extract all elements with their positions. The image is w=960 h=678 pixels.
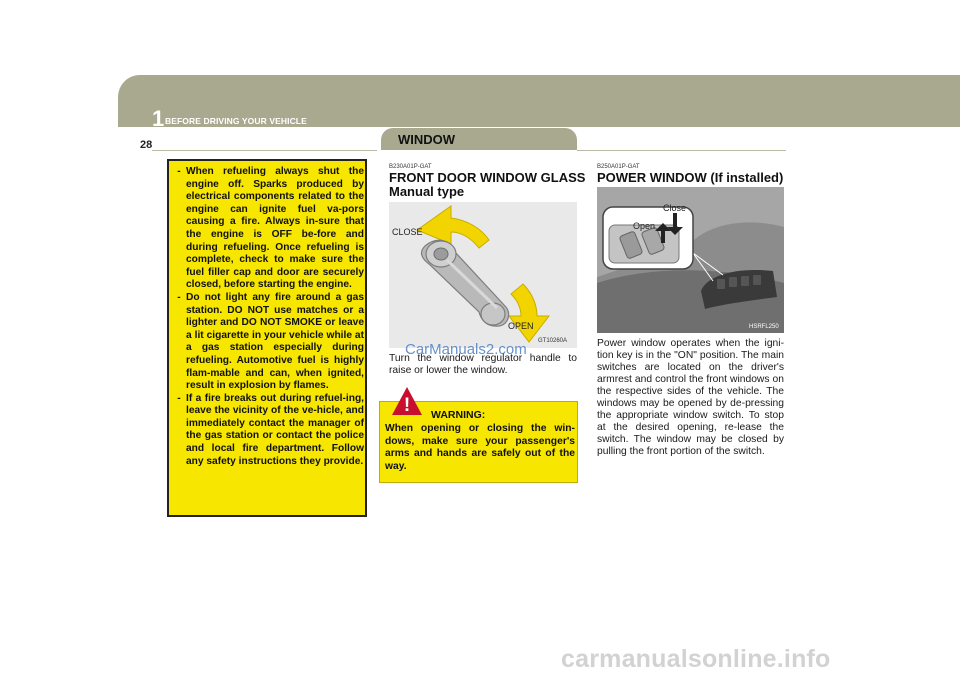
manual-section-subtitle: Manual type (389, 184, 465, 199)
power-section-code: B250A01P-GAT (597, 164, 640, 170)
open-label: OPEN (508, 321, 534, 331)
photo-code: HSRFL250 (749, 324, 779, 330)
warning-body: When opening or closing the win-dows, make sure your passenger's arms and hands are safely out of the way. (385, 423, 575, 472)
chapter-number: 1 (152, 106, 165, 131)
watermark-text: CarManuals2.com (405, 341, 527, 358)
warning-title: WARNING: (431, 409, 486, 421)
close-arrow-icon (417, 206, 489, 248)
header-rule-right (577, 150, 786, 151)
caution-item: - If a fire breaks out during refuel-ing, leave the vicinity of the ve-hicle, and immediately contact the manager of the gas station or contact the police and local fire department. Follow any safety instructions they provide. (177, 392, 364, 467)
figure-code: GT10260A (538, 338, 568, 344)
close-label: CLOSE (392, 227, 423, 237)
page-number: 28 (140, 139, 153, 151)
caution-list (172, 166, 364, 468)
caution-item-text: Do not light any fire around a gas station. DO NOT use matches or a lighter and DO NOT SMOKE or leave a lit cigarette in your vehicle while at a gas station especially during refueling. Automotive fuel is highly flam-mable and can, when ignited, result in explosion by flames. (186, 291, 364, 392)
caution-item-text: When refueling always shut the engine off. Sparks produced by electrical components related to the engine can ignite fuel va-pors causing a fire. Always in-sure that the engine is OFF be-fore and during refueling. Once refueling is complete, check to make sure the fuel filler cap and door are securely closed, before starting the engine. (186, 166, 364, 291)
header-rule-left (152, 150, 377, 151)
window-crank-handle-icon (422, 240, 509, 326)
close-label: Close (663, 203, 687, 213)
power-window-photo (597, 187, 784, 333)
manual-section-title: FRONT DOOR WINDOW GLASS (389, 170, 586, 185)
window-handle-illustration (389, 202, 577, 348)
footer-site: carmanualsonline.info (561, 645, 831, 673)
chapter-title: BEFORE DRIVING YOUR VEHICLE (165, 116, 307, 126)
warning-icon (391, 386, 423, 416)
power-section-body: Power window operates when the igni-tion key is in the "ON" position. The main switches are located on the driver's armrest and control the front windows on the respective sides of the vehicle. The windows may be opened by de-pressing the appropriate window switch. To stop at the desired opening, re-lease the switch. The window may be closed by pulling the front portion of the switch. (597, 338, 784, 457)
switch-closeup-inset (603, 207, 693, 269)
power-section-title: POWER WINDOW (If installed) (597, 170, 784, 185)
caution-item-text: If a fire breaks out during refuel-ing, leave the vicinity of the ve-hicle, and immediately contact the manager of the gas station or contact the police and local fire department. Follow any safety instructions they provide. (186, 392, 364, 467)
manual-section-body: Turn the window regulator handle to raise or lower the window. (389, 353, 577, 376)
manual-section-code: B230A01P-GAT (389, 164, 432, 170)
caution-item: - Do not light any fire around a gas station. DO NOT use matches or a lighter and DO NOT SMOKE or leave a lit cigarette in your vehicle while at a gas station especially during refueling. Automotive fuel is highly flam-mable and can, when ignited, result in explosion by flames. (177, 291, 364, 392)
open-arrow-icon (509, 284, 549, 342)
window-handle-figure (389, 202, 577, 348)
svg-text:!: ! (403, 395, 411, 416)
power-window-illustration (597, 187, 784, 333)
section-title: WINDOW (398, 132, 456, 147)
open-label: Open (633, 221, 656, 231)
caution-item: - When refueling always shut the engine off. Sparks produced by electrical components related to the engine can ignite fuel va-pors causing a fire. Always in-sure that the engine is OFF be-fore and during refueling. Once refueling is complete, check to make sure the fuel filler cap and door are securely closed, before starting the engine. (177, 166, 364, 291)
